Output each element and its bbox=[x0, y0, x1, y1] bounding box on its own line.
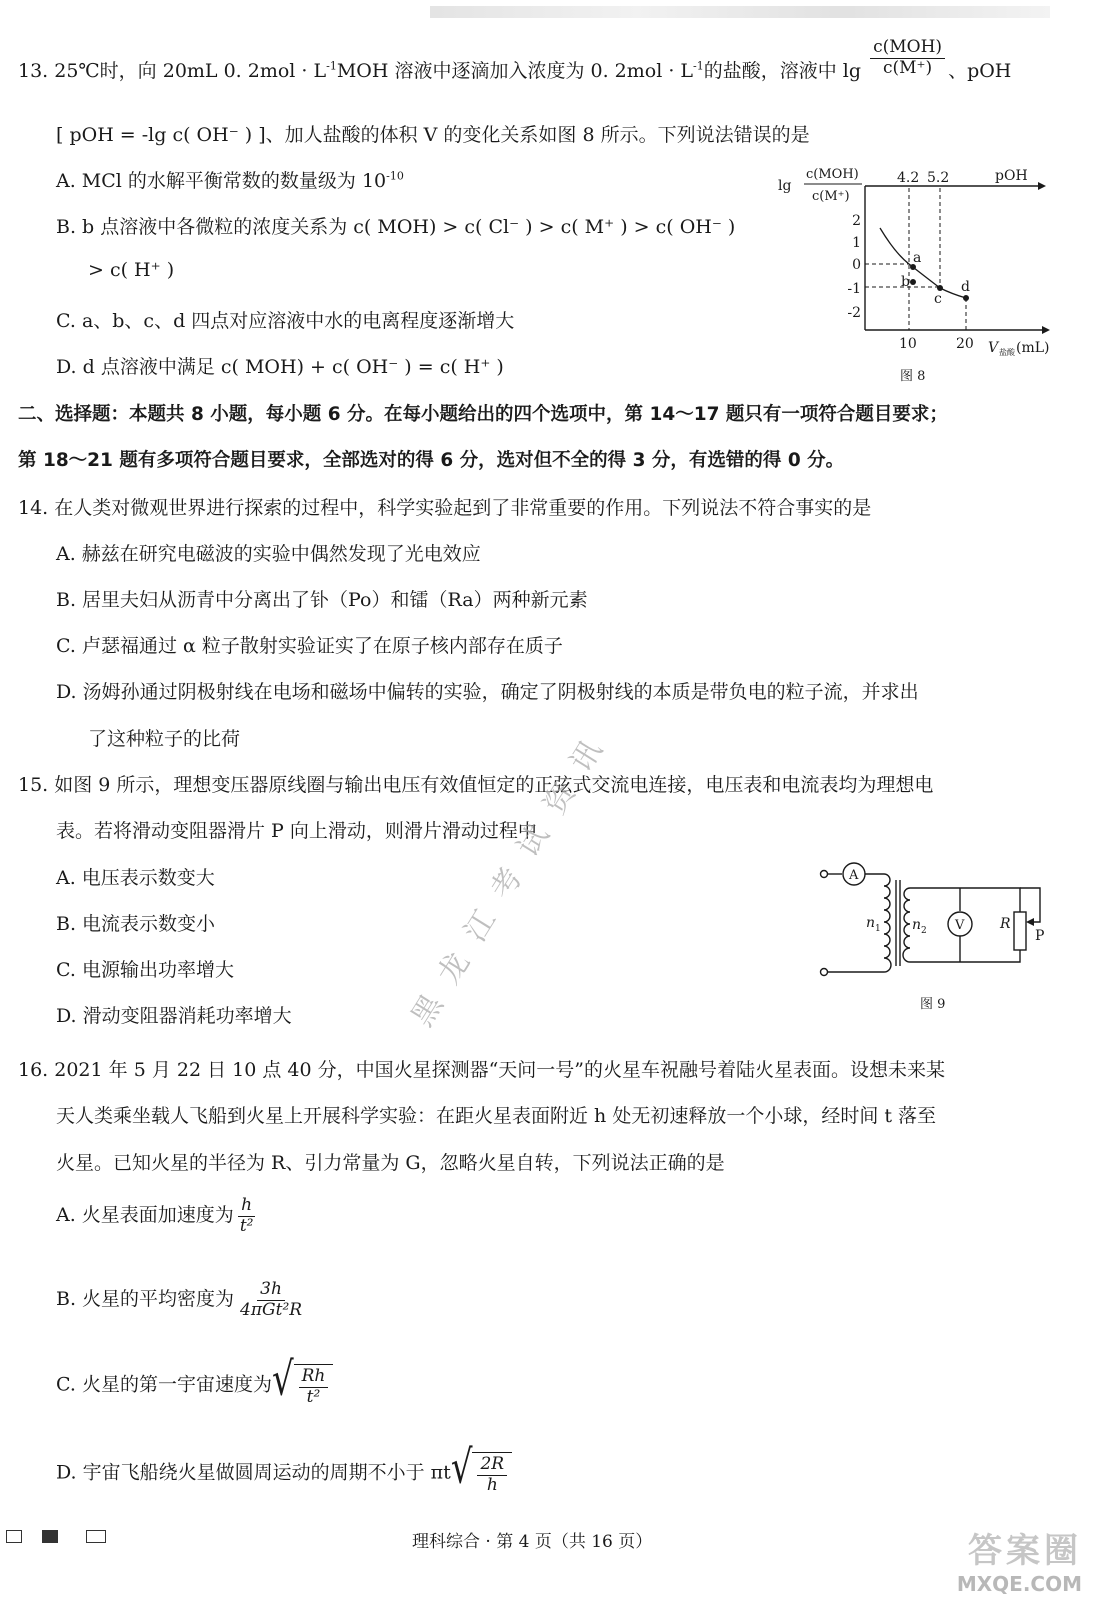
footer-square-icon bbox=[6, 1530, 22, 1543]
sqrt-sign-icon: √ bbox=[450, 1440, 473, 1495]
page-footer: 理科综合 · 第 4 页（共 16 页） bbox=[412, 1532, 653, 1552]
q13-frac-num: c(MOH) bbox=[870, 38, 945, 59]
fig8-top-axis-label: pOH bbox=[995, 168, 1028, 184]
fig8-label-d: d bbox=[961, 279, 970, 295]
fig8-label-b: b bbox=[901, 274, 910, 290]
q16-option-a-text: A. 火星表面加速度为 bbox=[56, 1204, 234, 1227]
fig8-label-a: a bbox=[913, 250, 922, 266]
q13-line2: [ pOH = -lg c( OH⁻ ) ]、加人盐酸的体积 V 的变化关系如图 8 所示。下列说法错误的是 bbox=[56, 124, 810, 146]
q16-option-b bbox=[56, 1280, 308, 1320]
q13-option-a-sup: -10 bbox=[386, 169, 404, 183]
q13-lg-fraction bbox=[870, 38, 945, 78]
fig9-voltmeter-label: V bbox=[955, 918, 965, 933]
fig8-top-tick-5-2: 5.2 bbox=[927, 170, 950, 186]
q16-option-b-text: B. 火星的平均密度为 bbox=[56, 1288, 235, 1311]
q16-option-d-den: h bbox=[486, 1474, 498, 1495]
fig8-y-tick-minus-2: -2 bbox=[847, 305, 861, 321]
q13-frac-den: c(M⁺) bbox=[882, 57, 933, 78]
fig8-y-label-lg: lg bbox=[778, 178, 792, 194]
fig9-terminal-bottom bbox=[821, 969, 828, 976]
site-logo-top: 答案圈 bbox=[968, 1531, 1082, 1571]
q16-stem-line1: 16. 2021 年 5 月 22 日 10 点 40 分，中国火星探测器“天问一号”的火星车祝融号着陆火星表面。设想未来某 bbox=[18, 1059, 946, 1081]
q13-option-a bbox=[56, 166, 404, 193]
q16-option-b-num: 3h bbox=[257, 1280, 285, 1301]
fig9-n1-sub: 1 bbox=[875, 924, 881, 934]
q16-option-b-den: 4πGt²R bbox=[240, 1299, 303, 1320]
q14-option-b: B. 居里夫妇从沥青中分离出了钋（Po）和镭（Ra）两种新元素 bbox=[56, 589, 588, 611]
figure-8-graph bbox=[770, 158, 1060, 388]
fig8-x-axis-arrow bbox=[1042, 326, 1050, 334]
q13-option-c: C. a、b、c、d 四点对应溶液中水的电离程度逐渐增大 bbox=[56, 310, 515, 332]
fig8-point-d bbox=[963, 295, 969, 301]
q16-option-a-fraction bbox=[237, 1196, 257, 1236]
q15-option-c: C. 电源输出功率增大 bbox=[56, 959, 234, 981]
fig8-caption: 图 8 bbox=[900, 369, 926, 384]
fig9-slider-arrow bbox=[1026, 918, 1034, 926]
q16-option-a bbox=[56, 1196, 259, 1236]
section2-line2: 第 18～21 题有多项符合题目要求，全部选对的得 6 分，选对但不全的得 3 分，有选错的得 0 分。 bbox=[18, 450, 845, 471]
fig8-x-axis-unit: (mL) bbox=[1016, 340, 1050, 356]
site-logo bbox=[957, 1523, 1082, 1596]
q13-sup-a: -1 bbox=[326, 59, 337, 73]
q16-option-d bbox=[56, 1440, 512, 1495]
fig8-y-frac-den: c(M⁺) bbox=[812, 189, 850, 204]
q16-option-a-num: h bbox=[238, 1196, 255, 1217]
fig8-top-axis-arrow bbox=[1038, 182, 1046, 190]
sqrt-sign-icon: √ bbox=[271, 1352, 294, 1407]
q15-stem-line1: 15. 如图 9 所示，理想变压器原线圈与输出电压有效值恒定的正弦式交流电连接，电压表和电流表均为理想电 bbox=[18, 774, 934, 796]
footer-filled-square-icon bbox=[42, 1530, 58, 1543]
fig8-label-c: c bbox=[934, 291, 942, 307]
fig9-ammeter-label: A bbox=[849, 868, 859, 883]
fig8-y-frac-num: c(MOH) bbox=[806, 167, 859, 182]
q16-option-b-fraction bbox=[237, 1280, 305, 1320]
fig9-slider-label: P bbox=[1035, 928, 1045, 944]
fig9-slider-wire bbox=[1020, 888, 1040, 922]
q16-option-c-text: C. 火星的第一宇宙速度为 bbox=[56, 1373, 272, 1396]
fig8-x-tick-20: 20 bbox=[956, 336, 974, 352]
q13-text-c: 的盐酸，溶液中 lg bbox=[703, 60, 862, 82]
q15-option-d: D. 滑动变阻器消耗功率增大 bbox=[56, 1005, 292, 1027]
q14-option-a: A. 赫兹在研究电磁波的实验中偶然发现了光电效应 bbox=[56, 543, 481, 565]
fig8-y-tick-2: 2 bbox=[852, 213, 861, 229]
q13-text-b: MOH 溶液中逐滴加入浓度为 0. 2mol · L bbox=[336, 60, 694, 82]
q16-option-d-text: D. 宇宙飞船绕火星做圆周运动的周期不小于 πt bbox=[56, 1461, 451, 1484]
q16-option-c-sqrt bbox=[271, 1352, 333, 1407]
q13-text-d: 、pOH bbox=[948, 60, 1012, 82]
fig8-x-tick-10: 10 bbox=[899, 336, 917, 352]
fig8-x-axis-sub: 盐酸 bbox=[999, 348, 1015, 357]
q15-option-a: A. 电压表示数变大 bbox=[56, 867, 215, 889]
footer-rect-icon bbox=[86, 1530, 106, 1543]
q13-option-b-line1: B. b 点溶液中各微粒的浓度关系为 c( MOH) > c( Cl⁻ ) > c( M⁺ ) > c( OH⁻ ) bbox=[56, 216, 736, 238]
fig8-y-tick-0: 0 bbox=[852, 257, 861, 273]
fig8-top-tick-4-2: 4.2 bbox=[897, 170, 920, 186]
fig9-resistor-label: R bbox=[1000, 916, 1011, 932]
q16-option-d-sqrt bbox=[450, 1440, 512, 1495]
fig8-x-axis-label: V bbox=[988, 340, 999, 356]
watermark-text: 黑龙江考试资讯 bbox=[404, 717, 620, 1033]
fig9-caption: 图 9 bbox=[920, 997, 946, 1012]
q16-option-c-fraction bbox=[299, 1367, 329, 1407]
q16-option-a-den: t² bbox=[239, 1215, 254, 1236]
q14-option-c: C. 卢瑟福通过 α 粒子散射实验证实了在原子核内部存在质子 bbox=[56, 635, 563, 657]
fig9-n2-label: n bbox=[912, 917, 922, 933]
fig9-primary-coil bbox=[884, 874, 891, 972]
q15-stem-line2: 表。若将滑动变阻器滑片 P 向上滑动，则滑片滑动过程中 bbox=[56, 820, 537, 842]
q16-option-d-fraction bbox=[477, 1455, 507, 1495]
q13-text-a: 13. 25℃时，向 20mL 0. 2mol · L bbox=[18, 60, 327, 82]
q16-option-c-num: Rh bbox=[299, 1367, 329, 1388]
q13-option-a-text: A. MCl 的水解平衡常数的数量级为 10 bbox=[56, 170, 387, 192]
fig9-wire-top bbox=[910, 888, 1020, 912]
q13-option-d: D. d 点溶液中满足 c( MOH) + c( OH⁻ ) = c( H⁺ ) bbox=[56, 356, 504, 378]
q16-option-c-den: t² bbox=[306, 1386, 321, 1407]
q13-line1 bbox=[18, 36, 1012, 83]
figure-9-circuit bbox=[810, 852, 1060, 1022]
q16-option-d-num: 2R bbox=[477, 1455, 507, 1476]
q16-option-c bbox=[56, 1352, 333, 1407]
q16-stem-line3: 火星。已知火星的半径为 R、引力常量为 G，忽略火星自转，下列说法正确的是 bbox=[56, 1152, 725, 1174]
fig9-wire-bottom bbox=[910, 950, 1020, 962]
fig9-secondary-coil bbox=[903, 888, 910, 962]
q14-option-d-line2: 了这种粒子的比荷 bbox=[88, 728, 241, 750]
q13-option-b-line2: > c( H⁺ ) bbox=[88, 259, 175, 281]
fig8-point-b bbox=[910, 279, 916, 285]
q15-option-b: B. 电流表示数变小 bbox=[56, 913, 216, 935]
fig9-n1-label: n bbox=[866, 915, 876, 931]
q13-sup-b: -1 bbox=[693, 59, 704, 73]
q14-option-d-line1: D. 汤姆孙通过阴极射线在电场和磁场中偏转的实验，确定了阴极射线的本质是带负电的粒子流，并求出 bbox=[56, 681, 919, 703]
site-logo-bottom: MXQE.COM bbox=[956, 1572, 1082, 1596]
section2-line1: 二、选择题：本题共 8 小题，每小题 6 分。在每小题给出的四个选项中，第 14～17 题只有一项符合题目要求； bbox=[18, 404, 948, 425]
fig9-n2-sub: 2 bbox=[921, 926, 927, 936]
q14-stem: 14. 在人类对微观世界进行探索的过程中，科学实验起到了非常重要的作用。下列说法不符合事实的是 bbox=[18, 497, 872, 519]
q16-stem-line2: 天人类乘坐载人飞船到火星上开展科学实验：在距火星表面附近 h 处无初速释放一个小球，经时间 t 落至 bbox=[56, 1105, 937, 1127]
fig8-y-tick-1: 1 bbox=[852, 235, 861, 251]
fig9-terminal-top bbox=[821, 871, 828, 878]
fig8-y-tick-minus-1: -1 bbox=[847, 281, 861, 297]
fig9-resistor bbox=[1014, 912, 1026, 950]
scan-artifact-strip bbox=[430, 6, 1050, 18]
